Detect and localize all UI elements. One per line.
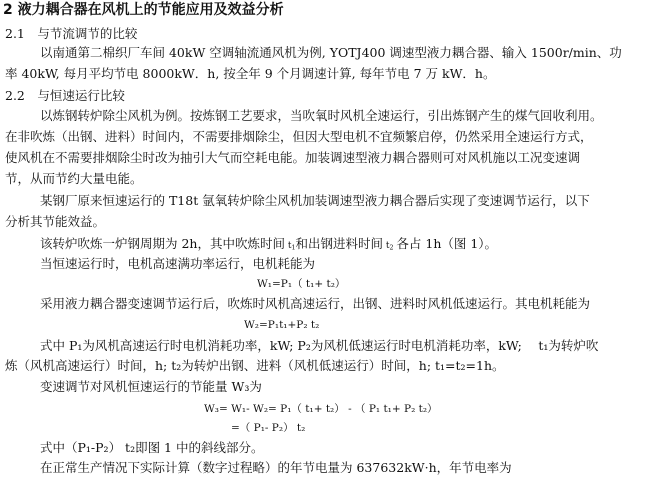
- paragraph-line: 节，从而节约大量电能。: [5, 171, 143, 186]
- paragraph-line: 以南通第二棉织厂车间 40kW 空调轴流通风机为例, YOTJ400 调速型液力耦合器、输入 1500r/min、功: [40, 45, 622, 60]
- equation-w3: W₃= W₁- W₂= P₁（ t₁+ t₂） - （ P₁ t₁+ P₂ t₂）: [204, 403, 438, 415]
- t2-symbol: [383, 241, 396, 251]
- saving-intro-line: 变速调节对风机恒速运行的节能量 W₃为: [40, 379, 262, 394]
- annual-saving-line: 在正常生产情况下实际计算（数字过程略）的年节电量为 637632kW·h，年节电率为: [40, 460, 512, 475]
- cycle-text-post: 各占 1h（图 1）。: [396, 236, 498, 251]
- paragraph-line: 某钢厂原来恒速运行的 T18t 氩氧转炉除尘风机加装调速型液力耦合器后实现了变速调节运行，以下: [40, 193, 590, 208]
- subsection-heading-2-2: 2.2 与恒速运行比较: [5, 88, 125, 103]
- paragraph-line: 以炼钢转炉除尘风机为例。按炼钢工艺要求，当吹氧时风机全速运行，引出炼钢产生的煤气回收利用。: [40, 108, 603, 123]
- definition-line-1: 式中 P₁为风机高速运行时电机消耗功率，kW; P₂为风机低速运行时电机消耗功率，kW; t₁为转炉吹: [40, 338, 599, 353]
- paragraph-line: 分析其节能效益。: [5, 214, 106, 229]
- t2-letter: t: [385, 241, 390, 251]
- definition-line-3: 式中（P₁-P₂） t₂即图 1 中的斜线部分。: [40, 440, 264, 455]
- paragraph-line: 率 40kW, 每月平均节电 8000kW．h, 按全年 9 个月调速计算, 每年节电 7 万 kW．h。: [5, 66, 496, 81]
- cycle-text-mid: 和出钢进料时间: [295, 236, 384, 251]
- t2-subscript: 2: [389, 244, 394, 252]
- equation-w3-simplified: =（ P₁- P₂） t₂: [231, 422, 306, 434]
- equation-w2: W₂=P₁t₁+P₂ t₂: [244, 319, 320, 331]
- cycle-text-pre: 该转炉吹炼一炉钢周期为 2h，其中吹炼时间: [40, 236, 285, 251]
- section-title: 2 液力耦合器在风机上的节能应用及效益分析: [3, 2, 284, 18]
- definition-line-2: 炼（风机高速运行）时间，h; t₂为转炉出钢、进料（风机低速运行）时间，h; t₁=t₂=1h。: [5, 358, 505, 373]
- subsection-heading-2-1: 2.1 与节流调节的比较: [5, 26, 138, 41]
- t1-symbol: [285, 241, 296, 251]
- coupler-line: 采用液力耦合器变速调节运行后，吹炼时风机高速运行，出钢、进料时风机低速运行。其电机耗能为: [40, 296, 591, 311]
- equation-w1: W₁=P₁（ t₁+ t₂）: [257, 278, 346, 290]
- t1-subscript: 1: [291, 244, 296, 252]
- paragraph-line: 在非吹炼（出钢、进料）时间内，不需要排烟除尘，但因大型电机不宜频繁启停，仍然采用全速运行方式，: [5, 129, 593, 144]
- cycle-sentence: [40, 236, 497, 254]
- t1-letter: t: [287, 241, 292, 251]
- paragraph-line: 使风机在不需要排烟除尘时改为抽引大气而空耗电能。加装调速型液力耦合器则可对风机施以工况变速调: [5, 150, 581, 165]
- constant-speed-line: 当恒速运行时，电机高速满功率运行，电机耗能为: [40, 256, 316, 271]
